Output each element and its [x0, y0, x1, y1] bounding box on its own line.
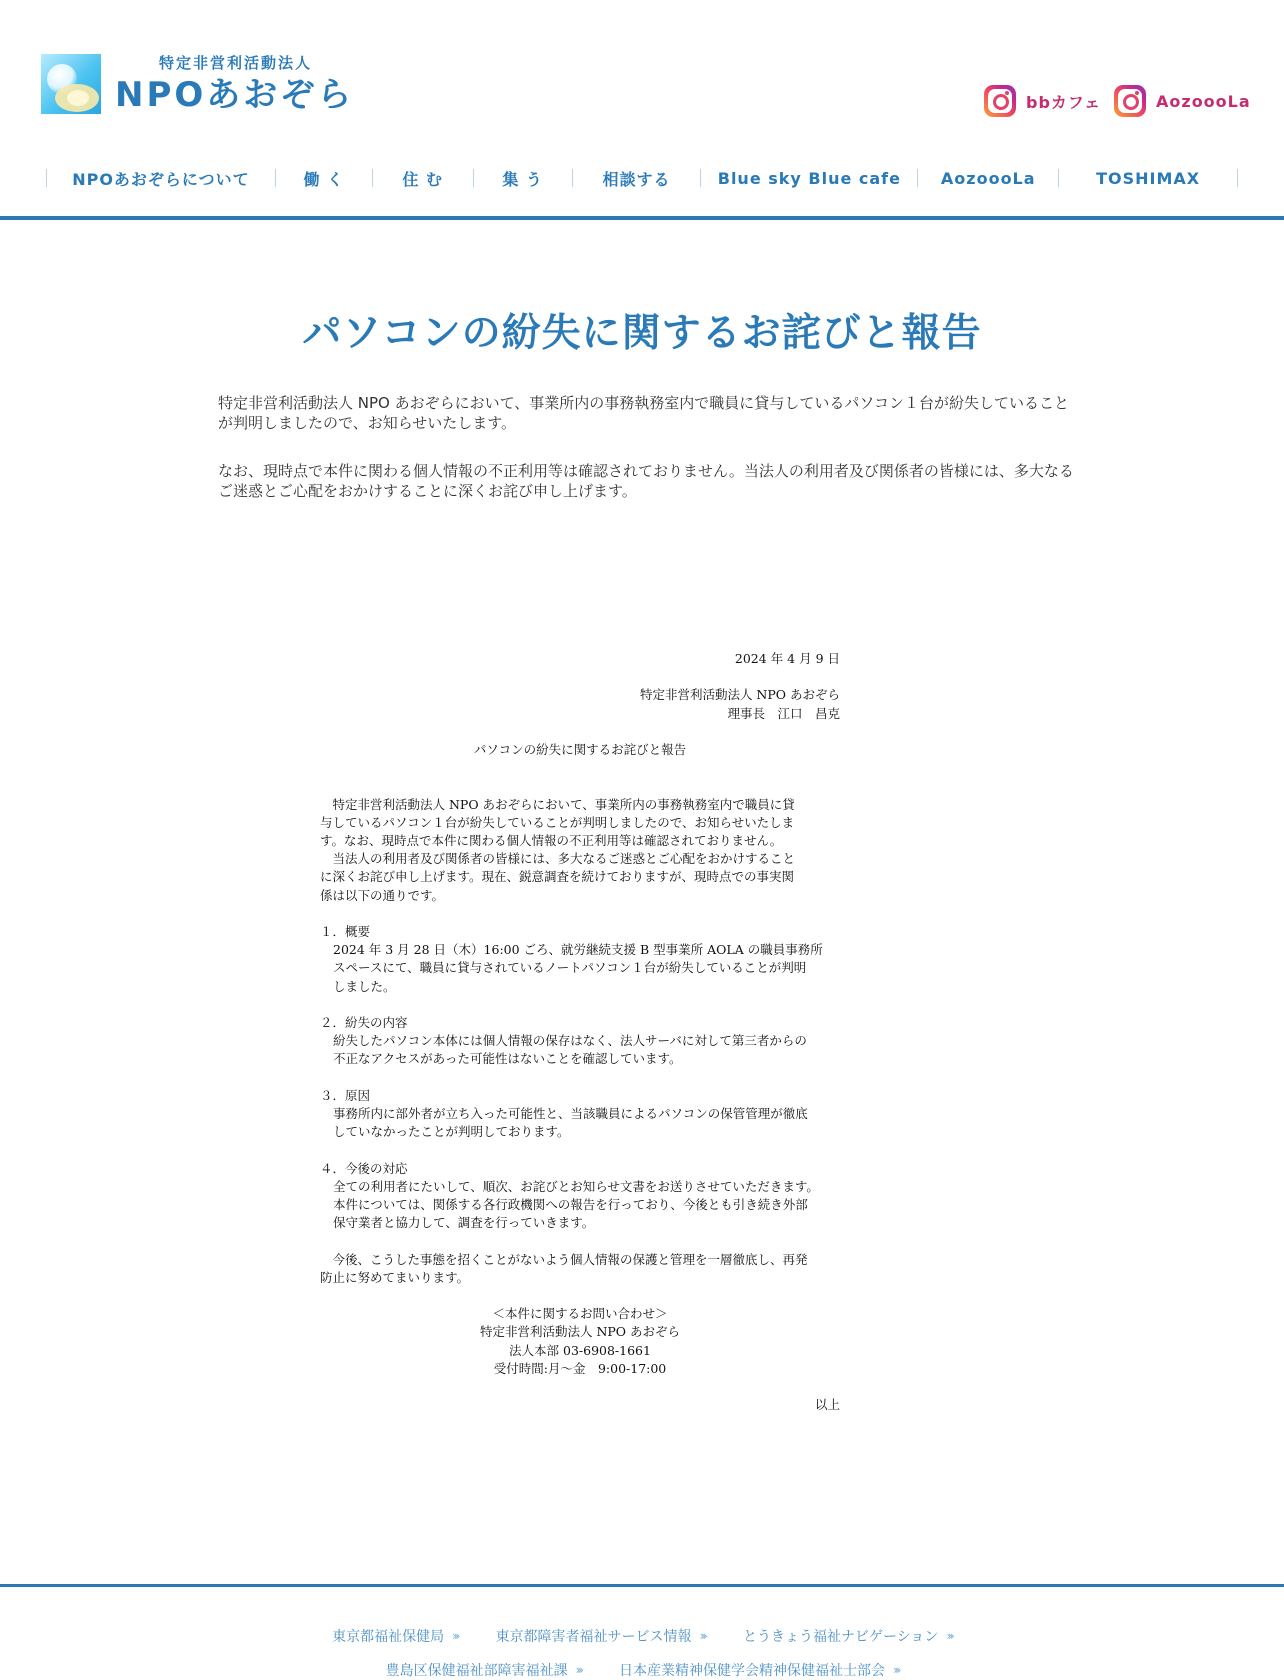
- letter-section-heading: ２．紛失の内容: [320, 1014, 408, 1030]
- footer-link-tokyo-welfare-bureau[interactable]: [332, 1626, 457, 1646]
- letter-section-line: 紛失したパソコン本体には個人情報の保存はなく、法人サーバに対して第三者からの: [333, 1033, 807, 1049]
- letter-contact-line: ＜本件に関するお問い合わせ＞: [492, 1306, 668, 1322]
- logo-text: [115, 52, 354, 115]
- nav-item-toshimax[interactable]: TOSHIMAX: [1096, 168, 1201, 188]
- footer-link-occupational-mental-health[interactable]: [619, 1660, 898, 1680]
- footer-link-tokyo-disability-services[interactable]: [496, 1626, 705, 1646]
- letter-section-line: 本件については、関係する各行政機関への報告を行っており、今後とも引き続き外部: [333, 1196, 808, 1212]
- site-logo[interactable]: [41, 52, 354, 115]
- instagram-label: bbカフェ: [1026, 92, 1102, 112]
- letter-section-heading: ４．今後の対応: [320, 1160, 408, 1176]
- letter-section-line: 不正なアクセスがあった可能性はないことを確認しています。: [333, 1051, 682, 1067]
- chevron-right-icon: ›››: [893, 1663, 899, 1677]
- instagram-link-aozooola[interactable]: [1114, 85, 1251, 117]
- chevron-right-icon: ›››: [452, 1629, 458, 1643]
- footer-link-label: とうきょう福祉ナビゲーション: [742, 1629, 939, 1645]
- letter-org: 特定非営利活動法人 NPO あおぞら: [639, 687, 840, 703]
- letter-date: 2024 年 4 月 9 日: [734, 651, 840, 666]
- logo-mark-icon: [41, 54, 101, 114]
- nav-item-aozooola[interactable]: AozoooLa: [940, 168, 1036, 188]
- chevron-right-icon: ›››: [575, 1663, 581, 1677]
- footer-links-row-1: [0, 1626, 1284, 1646]
- footer-link-label: 東京都障害者福祉サービス情報: [495, 1629, 692, 1645]
- letter-closing-line: 防止に努めてまいります。: [320, 1269, 470, 1285]
- footer-divider: [0, 1584, 1284, 1587]
- letter-title: パソコンの紛失に関するお詫びと報告: [473, 741, 687, 757]
- logo-title: NPOあおぞら: [115, 75, 355, 115]
- letter-body-line: 当法人の利用者及び関係者の皆様には、多大なるご迷惑とご心配をおかけすること: [320, 851, 796, 867]
- intro-paragraph-2: なお、現時点で本件に関わる個人情報の不正利用等は確認されておりません。当法人の利用者及び関係者の皆様には、多大なるご迷惑とご心配をおかけすることに深くお詫び申し上げます。: [218, 462, 1074, 500]
- letter-section-line: しました。: [333, 978, 396, 994]
- footer-link-label: 豊島区保健福祉部障害福祉課: [385, 1663, 568, 1679]
- nav-item-work[interactable]: 働 く: [303, 169, 345, 189]
- letter-contact-line: 特定非営利活動法人 NPO あおぞら: [479, 1324, 681, 1340]
- footer-link-label: 東京都福祉保健局: [332, 1629, 445, 1645]
- logo-subtitle: 特定非営利活動法人: [159, 54, 313, 72]
- main-nav: [46, 163, 1238, 193]
- letter-section-line: 事務所内に部外者が立ち入った可能性と、当該職員によるパソコンの保管管理が徹底: [333, 1105, 808, 1121]
- nav-divider: [1237, 169, 1238, 187]
- nav-item-consult[interactable]: 相談する: [602, 169, 671, 189]
- chevron-right-icon: ›››: [946, 1629, 952, 1643]
- letter-contact-line: 法人本部 03-6908-1661: [509, 1342, 651, 1358]
- apology-letter-document: [320, 650, 840, 1414]
- footer-link-toshima-welfare[interactable]: [386, 1660, 581, 1680]
- letter-body-line: す。なお、現時点で本件に関わる個人情報の不正利用等は確認されておりません。: [320, 832, 783, 848]
- letter-body-line: 与しているパソコン１台が紛失していることが判明しましたので、お知らせいたしま: [320, 814, 795, 830]
- intro-paragraph-1: 特定非営利活動法人 NPO あおぞらにおいて、事業所内の事務執務室内で職員に貸与しているパソコン１台が紛失していることが判明しましたので、お知らせいたします。: [218, 394, 1070, 432]
- instagram-icon: [1114, 85, 1146, 117]
- letter-body-line: 係は以下の通りです。: [320, 887, 445, 903]
- letter-section-heading: １．概要: [320, 923, 371, 939]
- letter-section-line: していなかったことが判明しております。: [333, 1124, 570, 1140]
- instagram-label: AozoooLa: [1156, 91, 1251, 111]
- nav-item-gather[interactable]: 集 う: [502, 169, 543, 189]
- letter-body-line: に深くお詫び申し上げます。現在、鋭意調査を続けておりますが、現時点での事実関: [320, 869, 795, 885]
- letter-section-line: 2024 年 3 月 28 日（木）16:00 ごろ、就労継続支援 B 型事業所 AOLA の職員事務所: [333, 942, 823, 958]
- footer-links-row-2: [0, 1660, 1284, 1680]
- letter-closing-line: 今後、こうした事態を招くことがないよう個人情報の保護と管理を一層徹底し、再発: [320, 1251, 808, 1267]
- nav-item-cafe[interactable]: Blue sky Blue cafe: [717, 168, 901, 188]
- letter-contact-line: 受付時間:月～金 9:00‐17:00: [493, 1360, 667, 1376]
- nav-item-live[interactable]: 住 む: [402, 169, 443, 189]
- letter-body-line: 特定非営利活動法人 NPO あおぞらにおいて、事業所内の事務執務室内で職員に貸: [320, 796, 795, 812]
- chevron-right-icon: ›››: [699, 1629, 705, 1643]
- letter-section-line: 全ての利用者にたいして、順次、お詫びとお知らせ文書をお送りさせていただきます。: [333, 1178, 819, 1194]
- header-divider: [0, 216, 1284, 220]
- instagram-icon: [984, 85, 1016, 117]
- letter-section-line: 保守業者と協力して、調査を行っていきます。: [333, 1215, 595, 1231]
- letter-end: 以上: [814, 1397, 840, 1413]
- footer-link-label: 日本産業精神保健学会精神保健福祉士部会: [619, 1663, 885, 1679]
- letter-section-line: スペースにて、職員に貸与されているノートパソコン１台が紛失していることが判明: [333, 960, 807, 976]
- nav-item-about[interactable]: NPOあおぞらについて: [72, 169, 250, 189]
- letter-signer: 理事長 江口 昌克: [727, 705, 840, 721]
- footer-link-tokyo-welfare-navigation[interactable]: [743, 1626, 952, 1646]
- letter-section-heading: ３．原因: [320, 1087, 371, 1103]
- instagram-link-bbcafe[interactable]: [984, 85, 1101, 117]
- page-title: パソコンの紛失に関するお詫びと報告: [302, 311, 982, 356]
